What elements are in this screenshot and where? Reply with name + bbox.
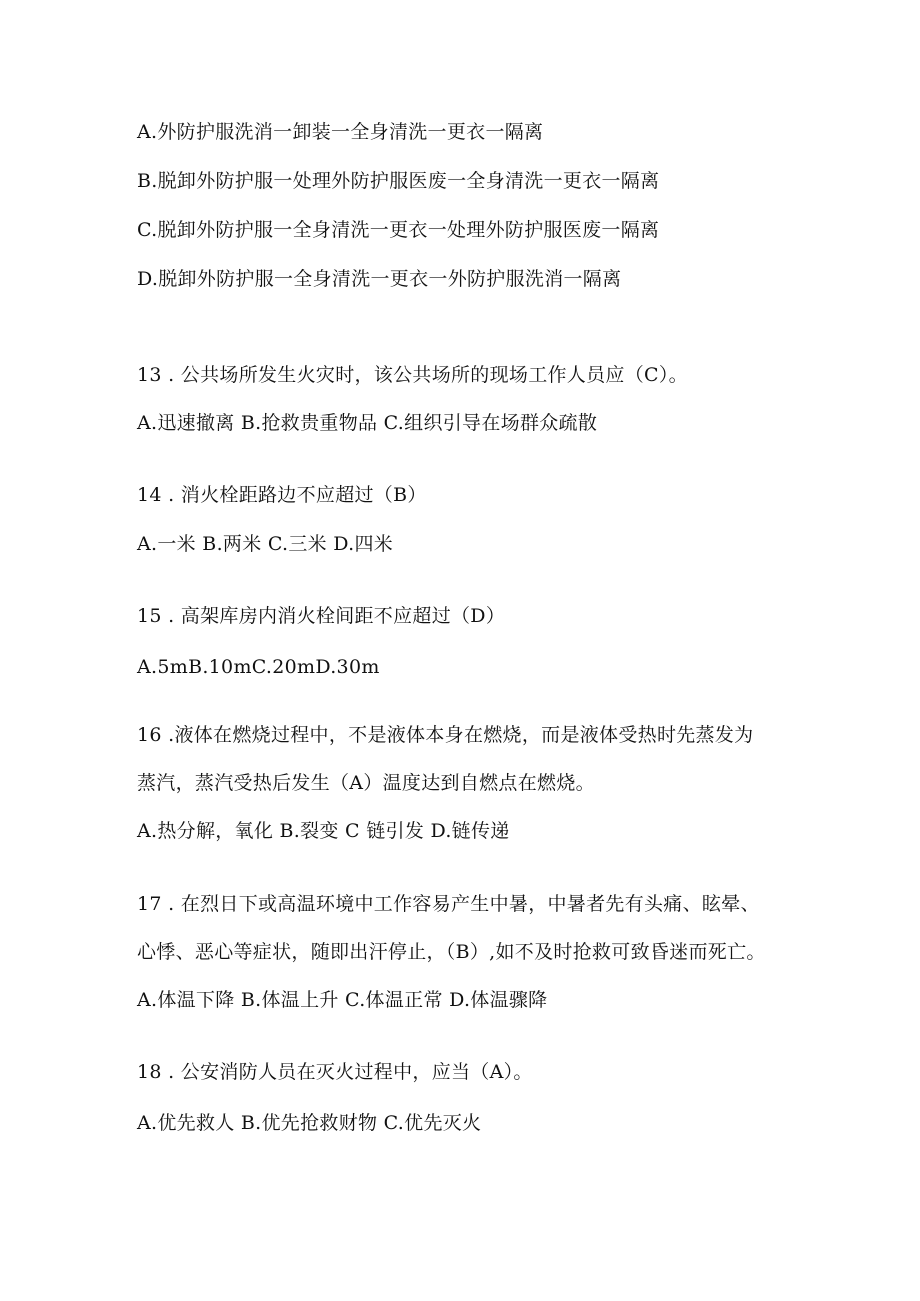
question-13-options: A.迅速撤离 B.抢救贵重物品 C.组织引导在场群众疏散 bbox=[137, 412, 598, 434]
prev-option-b: B.脱卸外防护服一处理外防护服医废一全身清洗一更衣一隔离 bbox=[137, 170, 660, 192]
question-16-options: A.热分解，氧化 B.裂变 C 链引发 D.链传递 bbox=[137, 820, 510, 842]
question-15-options: A.5mB.10mC.20mD.30m bbox=[137, 656, 380, 678]
question-17-stem-line-2: 心悸、恶心等症状，随即出汗停止，（B）,如不及时抢救可致昏迷而死亡。 bbox=[137, 941, 766, 963]
question-16-stem-line-1: 16 .液体在燃烧过程中，不是液体本身在燃烧，而是液体受热时先蒸发为 bbox=[137, 724, 754, 746]
question-14-stem: 14 . 消火栓距路边不应超过（B） bbox=[137, 484, 427, 506]
question-18-stem: 18 . 公安消防人员在灭火过程中，应当（A）。 bbox=[137, 1061, 533, 1083]
question-17-stem-line-1: 17 . 在烈日下或高温环境中工作容易产生中暑，中暑者先有头痛、眩晕、 bbox=[137, 893, 760, 915]
question-16-stem-line-2: 蒸汽，蒸汽受热后发生（A）温度达到自燃点在燃烧。 bbox=[137, 772, 595, 794]
prev-option-d: D.脱卸外防护服一全身清洗一更衣一外防护服洗消一隔离 bbox=[137, 268, 622, 290]
question-17-options: A.体温下降 B.体温上升 C.体温正常 D.体温骤降 bbox=[137, 989, 548, 1011]
question-14-options: A.一米 B.两米 C.三米 D.四米 bbox=[137, 533, 394, 555]
question-18-options: A.优先救人 B.优先抢救财物 C.优先灭火 bbox=[137, 1112, 482, 1134]
question-15-stem: 15 . 高架库房内消火栓间距不应超过（D） bbox=[137, 605, 506, 627]
prev-option-c: C.脱卸外防护服一全身清洗一更衣一处理外防护服医废一隔离 bbox=[137, 219, 660, 241]
prev-option-a: A.外防护服洗消一卸装一全身清洗一更衣一隔离 bbox=[137, 121, 544, 143]
question-13-stem: 13 . 公共场所发生火灾时，该公共场所的现场工作人员应（C）。 bbox=[137, 364, 688, 386]
